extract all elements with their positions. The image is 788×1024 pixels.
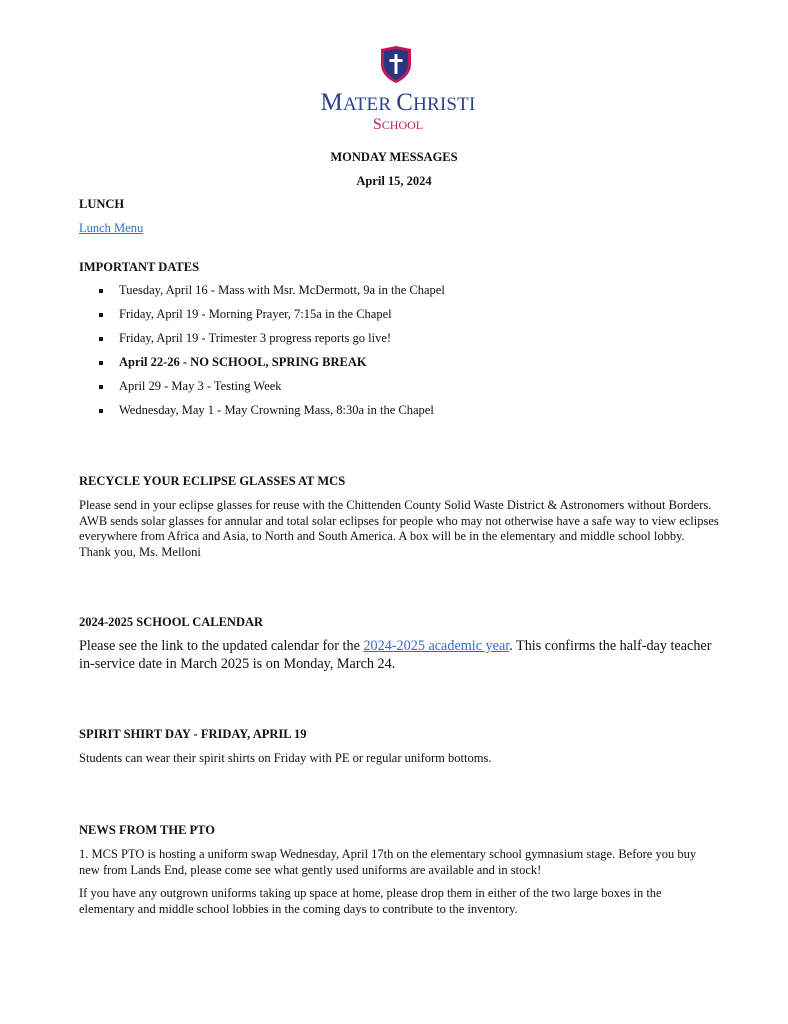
page-title: MONDAY MESSAGES — [330, 150, 458, 164]
eclipse-paragraph: Please send in your eclipse glasses for reuse with the Chittenden County Solid Waste District & Astronomers without Borders. AWB sends solar glasses for annular and total solar eclipses for people who may not otherwise have a safe way to view eclipses everywhere from Africa and Asia, to North and South America. A box will be in the elementary and middle school lobby. Thank you, Ms. Melloni — [79, 498, 719, 559]
list-item: Wednesday, May 1 - May Crowning Mass, 8:30a in the Chapel — [79, 403, 445, 427]
list-item: Friday, April 19 - Morning Prayer, 7:15a in the Chapel — [79, 307, 445, 331]
lunch-menu-link[interactable]: Lunch Menu — [79, 221, 144, 235]
shield-cross-icon — [379, 46, 413, 84]
spirit-paragraph: Students can wear their spirit shirts on Friday with PE or regular uniform bottoms. — [79, 751, 492, 765]
list-item: Tuesday, April 16 - Mass with Msr. McDermott, 9a in the Chapel — [79, 283, 445, 307]
lunch-heading: LUNCH — [79, 197, 125, 211]
pto-paragraph-1: 1. MCS PTO is hosting a uniform swap Wednesday, April 17th on the elementary school gymnasium stage. Before you buy new from Lands End, please come see what gently used uniforms are available and in stock! — [79, 847, 697, 877]
logo-school-word: SCHOOL — [372, 116, 424, 133]
school-logo — [318, 46, 478, 132]
important-dates-list — [79, 283, 445, 427]
academic-year-link[interactable]: 2024-2025 academic year — [363, 638, 510, 654]
logo-school-name: MATER CHRISTI — [320, 89, 476, 116]
eclipse-heading: RECYCLE YOUR ECLIPSE GLASSES AT MCS — [79, 474, 346, 488]
calendar-paragraph: Please see the link to the updated calendar for the 2024-2025 academic year. This confirms the half-day teacher in-service date in March 2025 is on Monday, March 24. — [79, 638, 712, 672]
page-date: April 15, 2024 — [356, 174, 432, 188]
list-item: April 29 - May 3 - Testing Week — [79, 379, 445, 403]
pto-heading: NEWS FROM THE PTO — [79, 823, 216, 837]
calendar-heading: 2024-2025 SCHOOL CALENDAR — [79, 615, 264, 629]
list-item: April 22-26 - NO SCHOOL, SPRING BREAK — [79, 355, 445, 379]
important-dates-heading: IMPORTANT DATES — [79, 260, 200, 274]
pto-paragraph-2: If you have any outgrown uniforms taking up space at home, please drop them in either of the two large boxes in the elementary and middle school lobbies in the coming days to contribute to the inventory. — [79, 886, 662, 916]
list-item: Friday, April 19 - Trimester 3 progress reports go live! — [79, 331, 445, 355]
spirit-heading: SPIRIT SHIRT DAY - FRIDAY, APRIL 19 — [79, 727, 307, 741]
